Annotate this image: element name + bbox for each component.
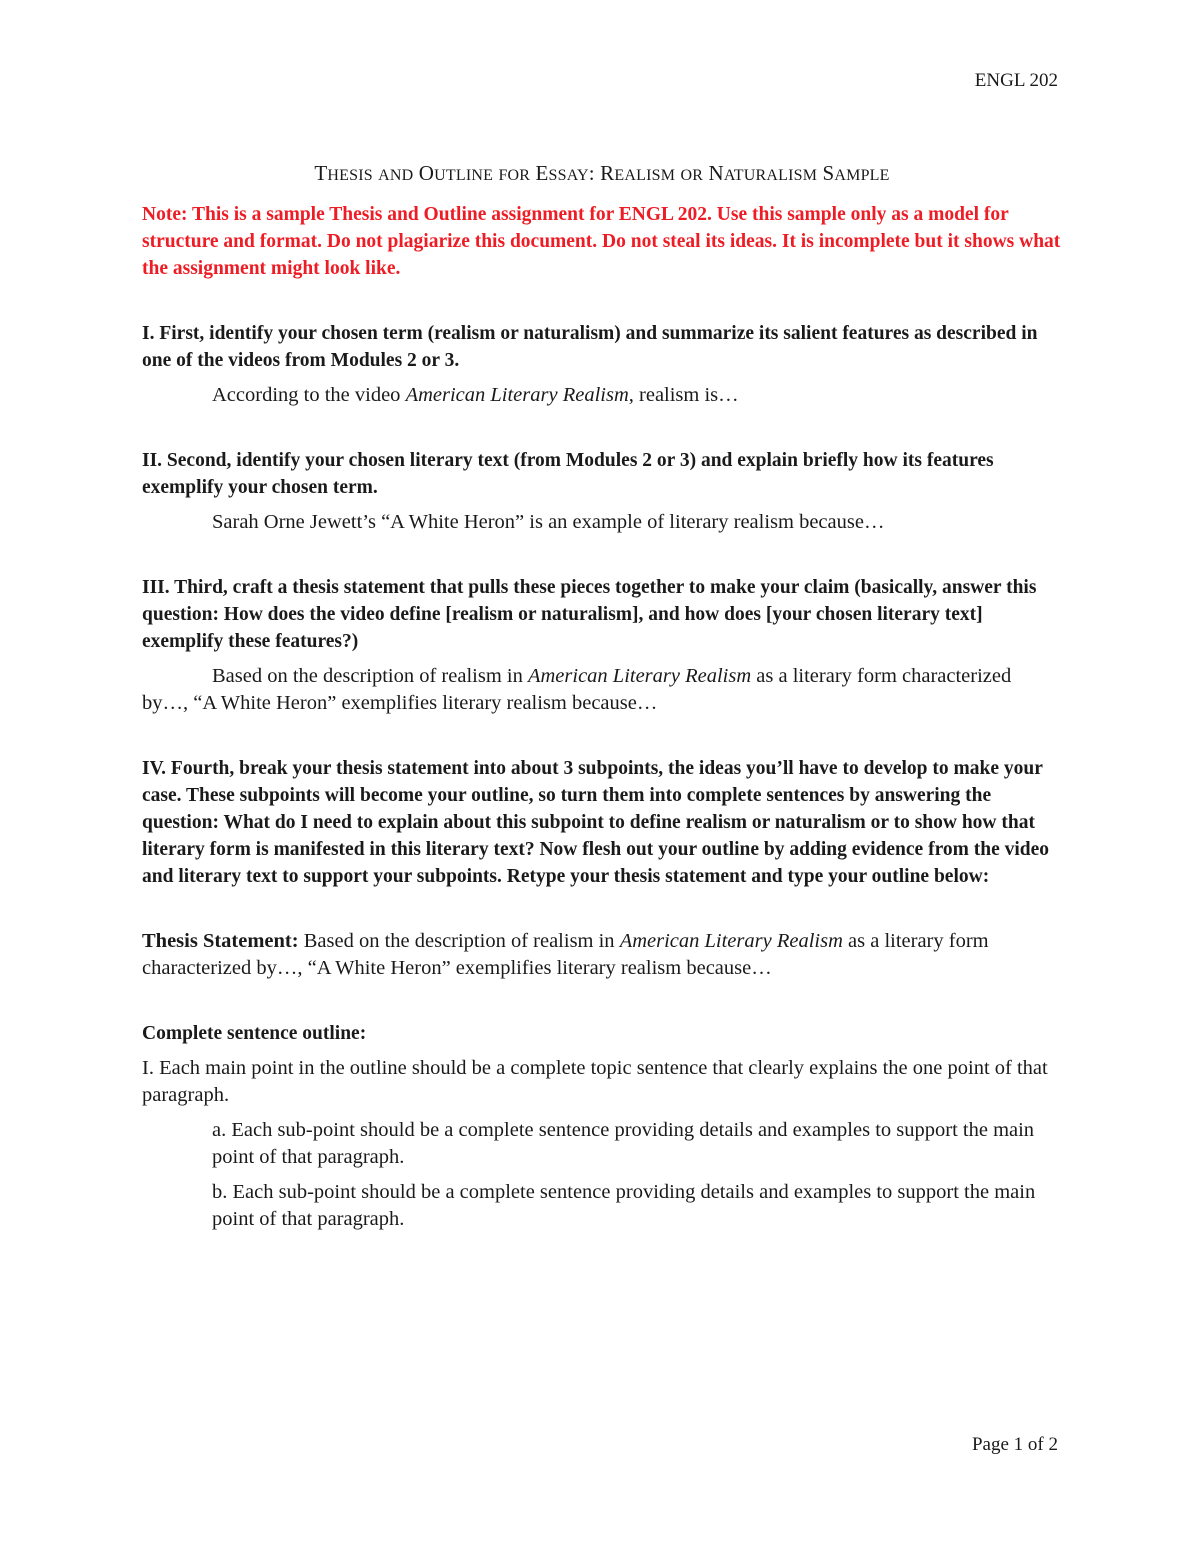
document-title: THESIS AND OUTLINE FOR ESSAY: REALISM OR NATURALISM SAMPLE (314, 161, 890, 185)
outline-sub-point-b: b. Each sub-point should be a complete sentence providing details and examples to support the main point of that paragraph. (212, 1181, 1036, 1230)
section2-answer: Sarah Orne Jewett’s “A White Heron” is an example of literary realism because… (212, 511, 885, 533)
course-header: ENGL 202 (974, 70, 1058, 91)
sample-note: Note: This is a sample Thesis and Outline assignment for ENGL 202. Use this sample only as a model for structure and format. Do not plagiarize this document. Do not steal its ideas. It is incomplete but it shows what the assignment might look like. (142, 204, 1061, 279)
section1-answer: According to the video American Literary Realism, realism is… (212, 384, 739, 406)
page-number: Page 1 of 2 (971, 1434, 1058, 1455)
section3-answer: Based on the description of realism in American Literary Realism as a literary form characterized by…, “A White Heron” exemplifies literary realism because… (142, 665, 1012, 714)
outline-sub-point-a: a. Each sub-point should be a complete sentence providing details and examples to support the main point of that paragraph. (212, 1119, 1035, 1168)
thesis-label: Thesis Statement: (142, 930, 299, 952)
section1-prompt: I. First, identify your chosen term (realism or naturalism) and summarize its salient features as described in one of the videos from Modules 2 or 3. (142, 323, 1038, 371)
section2-prompt: II. Second, identify your chosen literary text (from Modules 2 or 3) and explain briefly how its features exemplify your chosen term. (142, 450, 994, 498)
section4-prompt: IV. Fourth, break your thesis statement into about 3 subpoints, the ideas you’ll have to develop to make your case. These subpoints will become your outline, so turn them into complete sentences by answering the question: What do I need to explain about this subpoint to define realism or naturalism or to show how that literary form is manifested in this literary text? Now flesh out your outline by adding evidence from the video and literary text to support your subpoints. Retype your thesis statement and type your outline below: (142, 758, 1050, 887)
document-body (142, 160, 1062, 1233)
section3-prompt: III. Third, craft a thesis statement that pulls these pieces together to make your claim (basically, answer this question: How does the video define [realism or naturalism], and how does [your chosen literary text] exemplify these features?) (142, 577, 1037, 652)
outline-label: Complete sentence outline: (142, 1023, 367, 1044)
outline-main-point: I. Each main point in the outline should be a complete topic sentence that clearly explains the one point of that paragraph. (142, 1057, 1048, 1106)
thesis-statement: Thesis Statement: Based on the description of realism in American Literary Realism as a literary form characterized by…, “A White Heron” exemplifies literary realism because… (142, 930, 989, 979)
